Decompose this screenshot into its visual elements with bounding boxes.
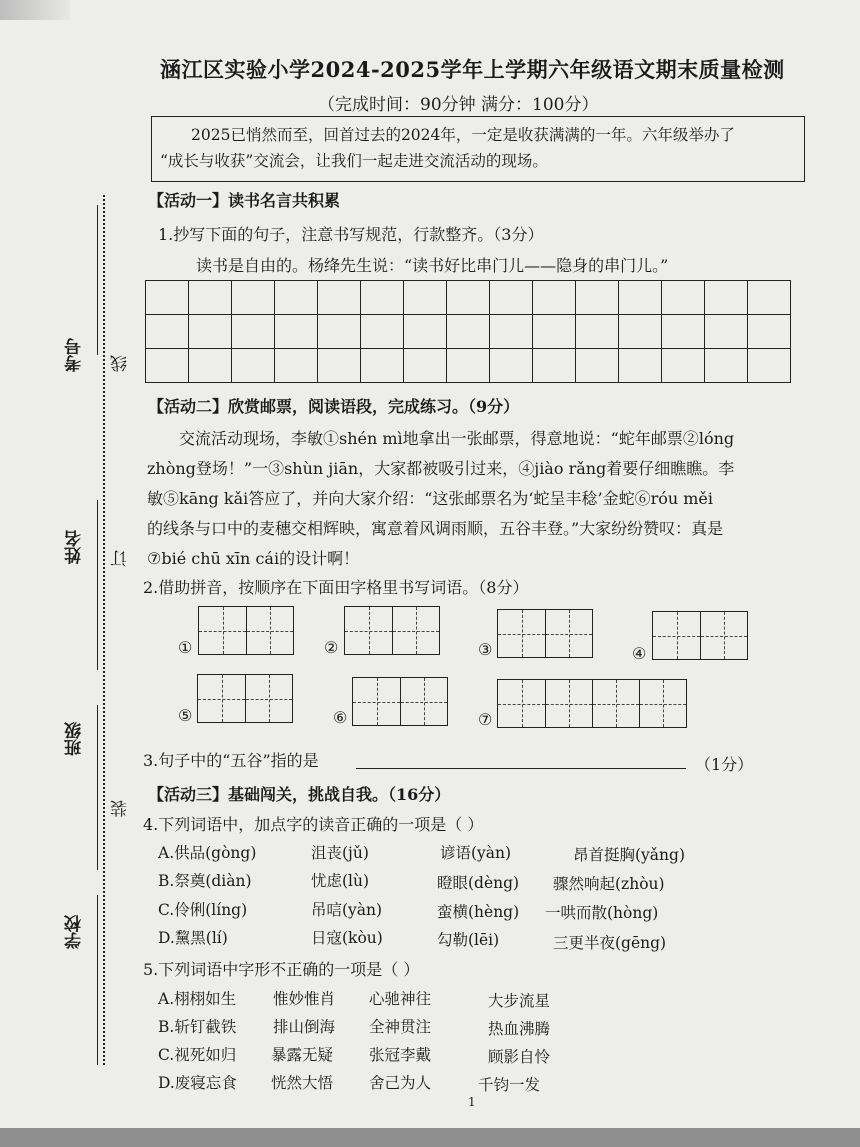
q5-option-item: 恍然大悟 [271, 1074, 334, 1092]
q4-option-item: 骤然响起(zhòu) [553, 875, 665, 893]
grid-cell[interactable] [232, 281, 275, 315]
grid-cell[interactable] [748, 315, 791, 349]
q4-option-item: 瞪眼(dèng) [437, 874, 520, 892]
grid-cell[interactable] [275, 315, 318, 349]
q5-option-item: 热血沸腾 [488, 1020, 551, 1038]
tianzige-cell[interactable] [245, 675, 292, 722]
q5-option-item: 张冠李戴 [369, 1046, 432, 1064]
exam-subtitle: （完成时间：90分钟 满分：100分） [318, 95, 599, 115]
tianzige-cell[interactable] [498, 610, 545, 657]
grid-row [146, 349, 791, 383]
grid-cell[interactable] [232, 315, 275, 349]
grid-cell[interactable] [146, 349, 189, 383]
binding-dotted-line [103, 195, 105, 1065]
grid-cell[interactable] [490, 281, 533, 315]
q4-option-item: 谚语(yàn) [440, 844, 512, 862]
tianzige-2[interactable] [344, 606, 440, 655]
grid-cell[interactable] [146, 281, 189, 315]
page-number: 1 [468, 1095, 476, 1109]
tianzige-3[interactable] [497, 609, 593, 658]
question-2: 2.借助拼音，按顺序在下面田字格里书写词语。（8分） [143, 578, 529, 597]
activity2-heading: 【活动二】欣赏邮票，阅读语段，完成练习。（9分） [148, 397, 520, 416]
passage-line: zhòng登场！”一③shùn jiān，大家都被吸引过来，④jiào rǎng着要仔细瞧瞧。李 [147, 459, 735, 478]
q4-option-d[interactable]: D.黧黑(lí) [158, 929, 228, 947]
word-label-5: ⑤ [178, 706, 193, 725]
q4-option-b[interactable]: B.祭奠(diàn) [158, 872, 252, 890]
question-4: 4.下列词语中，加点字的读音正确的一项是（ ） [143, 815, 484, 834]
grid-cell[interactable] [533, 315, 576, 349]
grid-cell[interactable] [705, 349, 748, 383]
q5-option-item: 惟妙惟肖 [273, 990, 336, 1008]
grid-cell[interactable] [447, 349, 490, 383]
q4-option-a[interactable]: A.供品(gòng) [158, 844, 257, 862]
scan-shadow [0, 0, 70, 20]
tianzige-7[interactable] [497, 679, 687, 728]
q4-option-item: 忧虑(lù) [311, 872, 370, 890]
q5-option-d[interactable]: D.废寝忘食 [158, 1074, 237, 1092]
grid-cell[interactable] [447, 315, 490, 349]
tianzige-cell[interactable] [498, 680, 545, 727]
tianzige-cell[interactable] [345, 607, 392, 654]
word-label-3: ③ [478, 640, 493, 659]
tianzige-1[interactable] [198, 606, 294, 655]
binding-number-label: 考号 [65, 338, 85, 372]
q5-option-a[interactable]: A.栩栩如生 [158, 990, 237, 1008]
grid-cell[interactable] [490, 315, 533, 349]
class-line [97, 705, 98, 870]
number-line [97, 205, 98, 355]
grid-cell[interactable] [189, 349, 232, 383]
q4-option-item: 勾勒(lēi) [437, 931, 500, 949]
q5-option-item: 心驰神往 [369, 990, 432, 1008]
word-label-4: ④ [632, 644, 647, 663]
q5-option-c[interactable]: C.视死如归 [158, 1046, 237, 1064]
q4-option-item: 一哄而散(hòng) [545, 904, 659, 922]
grid-cell[interactable] [533, 349, 576, 383]
tianzige-cell[interactable] [639, 680, 686, 727]
passage-line: ⑦bié chū xīn cái的设计啊！ [147, 549, 360, 568]
word-label-7: ⑦ [478, 710, 493, 729]
grid-cell[interactable] [748, 281, 791, 315]
grid-cell[interactable] [361, 281, 404, 315]
activity3-heading: 【活动三】基础闯关，挑战自我。（16分） [148, 785, 451, 804]
school-line [97, 895, 98, 1065]
tianzige-cell[interactable] [545, 610, 592, 657]
q5-option-item: 千钧一发 [478, 1076, 541, 1094]
grid-cell[interactable] [318, 281, 361, 315]
binding-mark-ding: 订 [111, 550, 131, 567]
grid-cell[interactable] [662, 349, 705, 383]
q4-option-item: 蛮横(hèng) [437, 903, 520, 921]
exam-title: 涵江区实验小学2024-2025学年上学期六年级语文期末质量检测 [160, 57, 785, 82]
q5-option-item: 舍己为人 [369, 1074, 432, 1092]
grid-cell[interactable] [232, 349, 275, 383]
binding-name-label: 姓名 [65, 530, 85, 564]
grid-cell[interactable] [275, 349, 318, 383]
q4-option-item: 昂首挺胸(yǎng) [573, 846, 685, 864]
binding-mark-zhuang: 装 [111, 800, 131, 817]
scan-bottom-edge [0, 1128, 860, 1147]
copy-sentence: 读书是自由的。杨绛先生说：“读书好比串门儿——隐身的串门儿。” [196, 256, 669, 275]
name-line [97, 500, 98, 670]
grid-cell[interactable] [318, 349, 361, 383]
grid-cell[interactable] [748, 349, 791, 383]
intro-box [151, 116, 805, 182]
grid-cell[interactable] [146, 315, 189, 349]
q5-option-item: 暴露无疑 [271, 1046, 334, 1064]
grid-cell[interactable] [576, 281, 619, 315]
tianzige-cell[interactable] [400, 678, 447, 725]
answer-blank-q3[interactable] [356, 768, 686, 769]
grid-cell[interactable] [361, 315, 404, 349]
grid-cell[interactable] [619, 315, 662, 349]
word-label-2: ② [324, 638, 339, 657]
tianzige-cell[interactable] [199, 607, 246, 654]
question-1: 1.抄写下面的句子，注意书写规范，行款整齐。（3分） [158, 225, 544, 244]
tianzige-cell[interactable] [592, 680, 639, 727]
grid-row [146, 315, 791, 349]
grid-cell[interactable] [404, 281, 447, 315]
passage-line: 敏⑤kāng kǎi答应了，并向大家介绍：“这张邮票名为‘蛇呈丰稔’金蛇⑥róu měi [147, 489, 714, 508]
q4-option-item: 三更半夜(gēng) [553, 934, 667, 952]
q4-option-item: 吊唁(yàn) [311, 901, 383, 919]
grid-cell[interactable] [705, 281, 748, 315]
q4-option-item: 日寇(kòu) [311, 929, 383, 947]
binding-school-label: 学校 [65, 915, 85, 949]
reading-passage [147, 424, 817, 574]
grid-cell[interactable] [404, 349, 447, 383]
q5-option-item: 大步流星 [488, 992, 551, 1010]
q5-option-item: 顾影自怜 [488, 1048, 551, 1066]
tianzige-5[interactable] [197, 674, 293, 723]
intro-line-1: 2025已悄然而至，回首过去的2024年，一定是收获满满的一年。六年级举办了 [191, 126, 735, 144]
q4-option-c[interactable]: C.伶俐(líng) [158, 901, 248, 919]
word-label-6: ⑥ [333, 708, 348, 727]
tianzige-cell[interactable] [246, 607, 293, 654]
question-3: 3.句子中的“五谷”指的是 [143, 751, 319, 770]
question-5: 5.下列词语中字形不正确的一项是（ ） [143, 960, 420, 979]
tianzige-6[interactable] [352, 677, 448, 726]
grid-cell[interactable] [318, 315, 361, 349]
grid-row [146, 281, 791, 315]
grid-cell[interactable] [533, 281, 576, 315]
grid-cell[interactable] [662, 281, 705, 315]
tianzige-cell[interactable] [198, 675, 245, 722]
grid-cell[interactable] [576, 349, 619, 383]
tianzige-cell[interactable] [700, 612, 747, 659]
grid-cell[interactable] [619, 349, 662, 383]
grid-cell[interactable] [619, 281, 662, 315]
writing-grid[interactable] [145, 280, 791, 383]
tianzige-cell[interactable] [545, 680, 592, 727]
q5-option-item: 排山倒海 [273, 1018, 336, 1036]
grid-cell[interactable] [361, 349, 404, 383]
grid-cell[interactable] [275, 281, 318, 315]
tianzige-cell[interactable] [353, 678, 400, 725]
q5-option-item: 全神贯注 [369, 1018, 432, 1036]
grid-cell[interactable] [662, 315, 705, 349]
question-3-score: （1分） [695, 755, 754, 774]
passage-line: 交流活动现场，李敏①shén mì地拿出一张邮票，得意地说：“蛇年邮票②lóng [179, 429, 735, 448]
binding-mark-xian: 线 [111, 355, 131, 372]
grid-cell[interactable] [705, 315, 748, 349]
grid-cell[interactable] [404, 315, 447, 349]
tianzige-cell[interactable] [653, 612, 700, 659]
tianzige-4[interactable] [652, 611, 748, 660]
tianzige-cell[interactable] [392, 607, 439, 654]
word-label-1: ① [178, 638, 193, 657]
activity1-heading: 【活动一】读书名言共积累 [148, 191, 341, 210]
grid-cell[interactable] [189, 281, 232, 315]
grid-cell[interactable] [447, 281, 490, 315]
grid-cell[interactable] [189, 315, 232, 349]
intro-line-2: “成长与收获”交流会，让我们一起走进交流活动的现场。 [160, 152, 548, 170]
q4-option-item: 沮丧(jǔ) [311, 844, 369, 862]
grid-cell[interactable] [576, 315, 619, 349]
passage-line: 的线条与口中的麦穗交相辉映，寓意着风调雨顺，五谷丰登。”大家纷纷赞叹：真是 [147, 519, 724, 538]
grid-cell[interactable] [490, 349, 533, 383]
q5-option-b[interactable]: B.斩钉截铁 [158, 1018, 237, 1036]
binding-class-label: 班级 [65, 722, 85, 756]
